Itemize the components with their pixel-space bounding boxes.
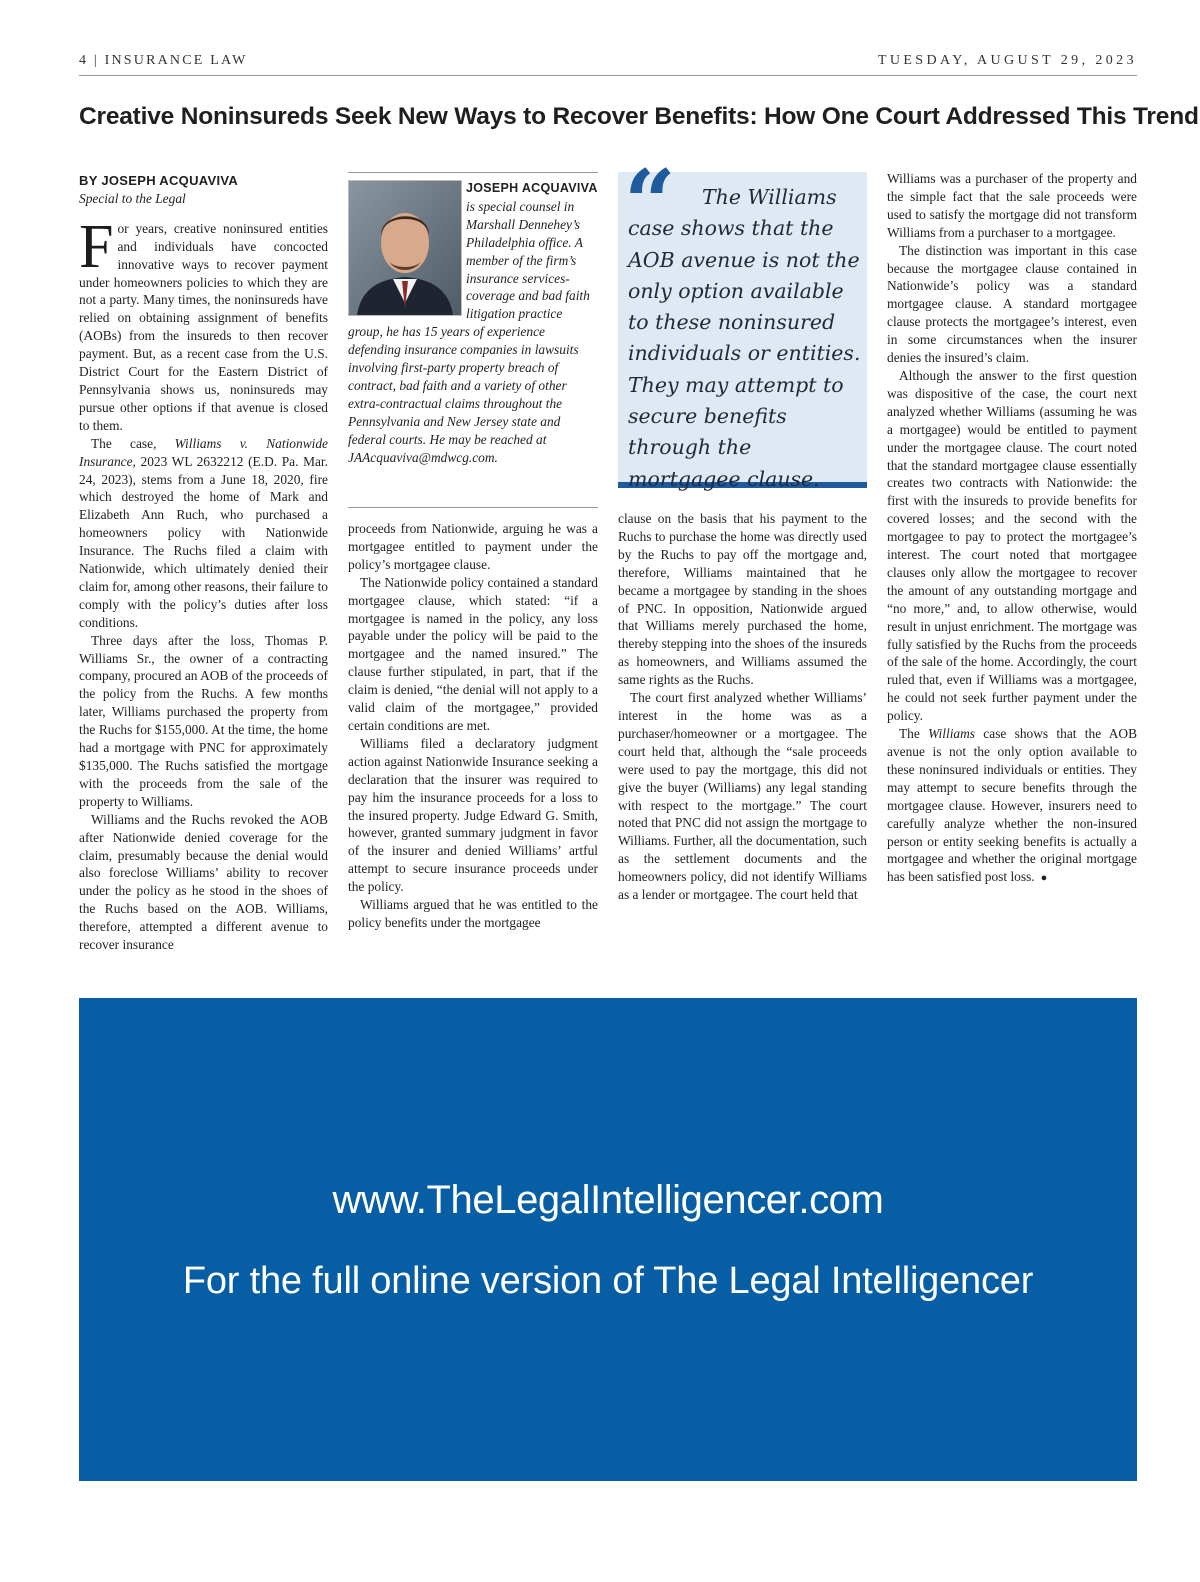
paragraph-13: Although the answer to the first question was dispositive of the case, the court next analyzed whether Williams (assuming he was a mortgagee) would be entitled to payment under the mortgagee clause. The court noted that the standard mortgagee clause essentially creates two contracts with Nationwide: the first with the insureds to provide benefits for covered losses; and the second with the mortgagee to pay to protect the mortgagee’s interest. The court noted that mortgagee clauses only allow the mortgagee to recover the amount of any outstanding mortgage and “no more,” and, to allow otherwise, would result in unjust enrichment. The mortgage was fully satisfied by the Ruchs from the proceeds of the sale of the home. Accordingly, the court ruled that, even if Williams was a mortgagee, he could not seek further payment under the policy. [887, 367, 1137, 724]
paragraph-9: clause on the basis that his payment to the Ruchs to purchase the home was directly used by the Ruchs to pay off the mortgage and, therefore, Williams maintained that he became a mortgagee by standing in the shoes of PNC. In opposition, Nationwide argued that Williams merely purchased the home, thereby stepping into the shoes of the insureds as homeowners, and Williams assumed the same rights as the Ruchs. [618, 511, 867, 688]
author-name: JOSEPH ACQUAVIVA [466, 181, 598, 195]
article-column-3 [618, 510, 867, 904]
case-name: Williams v. Nationwide Insurance, [79, 435, 328, 469]
paragraph-14: The Williams case shows that the AOB avenue is not the only option available to these noninsured individuals or entities. They may attempt to secure benefits through the mortgagee clause. However, insurers need to carefully analyze whether the non-insured person or entity seeking benefits is actually a mortgagee and whether the original mortgage has been satisfied post loss. ● [887, 726, 1137, 885]
pull-quote-text: The Williams case shows that the AOB avenue is not the only option available to these noninsured individuals or entities. They may attempt to secure benefits through the mortgagee clause. [628, 185, 861, 491]
page-section-label: 4 | INSURANCE LAW [79, 53, 248, 68]
byline-special: Special to the Legal [79, 190, 186, 206]
paragraph-6: The Nationwide policy contained a standard mortgagee clause, which stated: “if a mortgagee is named in the policy, any loss payable under the policy will be paid to the mortgagee and the named insured.” The clause further stipulated, in part, that if the claim is denied, “the denial will not apply to a valid claim of the mortgagee,” provided certain conditions are met. [348, 574, 598, 733]
article-column-4 [887, 170, 1137, 888]
paragraph-4: Williams and the Ruchs revoked the AOB after Nationwide denied coverage for the claim, presumably because the denial would also foreclose Williams’ ability to recover under the policy as he stood in the shoes of the Ruchs based on the AOB. Williams, therefore, attempted a different avenue to recover insurance [79, 811, 328, 953]
paragraph-2: The case, Williams v. Nationwide Insurance, 2023 WL 2632212 (E.D. Pa. Mar. 24, 2023), stems from a June 18, 2020, fire which destroyed the home of Mark and Elizabeth Ann Ruch, who purchased a homeowners policy with Nationwide Insurance. The Ruchs filed a claim with Nationwide, which ultimately denied their claim for, among other reasons, their failure to comply with the policy’s duties after loss conditions. [79, 435, 328, 630]
author-bio-description: is special counsel in Marshall Dennehey’s Philadelphia office. A member of the firm’s insurance services-coverage and bad faith litigation practice group, he has 15 years of experience defending insurance companies in lawsuits involving first-party property breach of contract, bad faith and a variety of other extra-contractual claims throughout the Pennsylvania and New Jersey state and federal courts. He may be reached at JAAcquaviva@mdwcg.com. [348, 198, 590, 465]
author-photo [348, 180, 462, 316]
author-portrait-icon [349, 181, 461, 315]
paragraph-3: Three days after the loss, Thomas P. Williams Sr., the owner of a contracting company, procured an AOB of the proceeds of the policy from the Ruchs. A few months later, Williams purchased the property from the Ruchs for $155,000. At the time, the home had a mortgage with PNC for approximately $135,000. The Ruchs satisfied the mortgage with the proceeds from the sale of the property to Williams. [79, 632, 329, 809]
case-name: Williams [928, 726, 975, 742]
end-mark-icon: ● [1040, 872, 1048, 885]
article-headline: Creative Noninsureds Seek New Ways to Recover Benefits: How One Court Addressed This Trend [79, 103, 1199, 130]
byline: BY JOSEPH ACQUAVIVA [79, 173, 239, 188]
paragraph-7: Williams filed a declaratory judgment action against Nationwide Insurance seeking a declaration that the insurer was required to pay him the insurance proceeds for a loss to the insured property. Judge Edward G. Smith, however, granted summary judgment in favor of the insurer and denied Williams’ artful attempt to secure insurance proceeds under the policy. [348, 735, 598, 895]
pull-quote-box [618, 150, 867, 491]
promo-banner[interactable] [79, 998, 1137, 1481]
banner-tagline: For the full online version of The Legal Intelligencer [182, 1260, 1034, 1302]
paragraph-1: For years, creative noninsured entities and individuals have concocted innovative ways to recover payment under homeowners policies to which they are not a party. Many times, the noninsureds have relied on obtaining assignment of benefits (AOBs) from the insureds to then recover payment. But, as a recent case from the U.S. District Court for the Eastern District of Pennsylvania shows us, noninsureds may pursue other options if that avenue is closed to them. [79, 212, 328, 433]
paragraph-5: proceeds from Nationwide, arguing he was a mortgagee entitled to payment under the policy’s mortgagee clause. [348, 521, 598, 572]
drop-cap: F [79, 212, 114, 281]
quote-mark-icon: “ [624, 150, 676, 256]
paragraph-10: The court first analyzed whether Williams’ interest in the home was as a purchaser/homeowner or a mortgagee. The court held that, although the “sale proceeds were used to pay the mortgage, this did not give the buyer (Williams) any legal standing with respect to the mortgage.” The court noted that PNC did not assign the mortgage to Williams. Further, all the documentation, such as the settlement documents and the homeowners policy, did not identify Williams as a lender or mortgagee. The court held that [618, 690, 867, 903]
author-bio-box [348, 172, 598, 508]
article-column-1 [79, 172, 328, 954]
page-header [79, 53, 1137, 76]
issue-date: TUESDAY, AUGUST 29, 2023 [877, 53, 1137, 68]
article-column-2 [348, 520, 598, 932]
website-url-link[interactable]: www.TheLegalIntelligencer.com [332, 1178, 884, 1222]
paragraph-12: The distinction was important in this case because the mortgagee clause contained in Nationwide’s policy was a standard mortgagee clause. A standard mortgagee clause protects the mortgagee’s interest, even in some circumstances when the insurer denies the insured’s claim. [887, 242, 1137, 366]
paragraph-11: Williams was a purchaser of the property and the simple fact that the sale proceeds were used to satisfy the mortgage did not transform Williams from a purchaser to a mortgagee. [887, 171, 1137, 240]
paragraph-8: Williams argued that he was entitled to the policy benefits under the mortgagee [348, 897, 598, 930]
